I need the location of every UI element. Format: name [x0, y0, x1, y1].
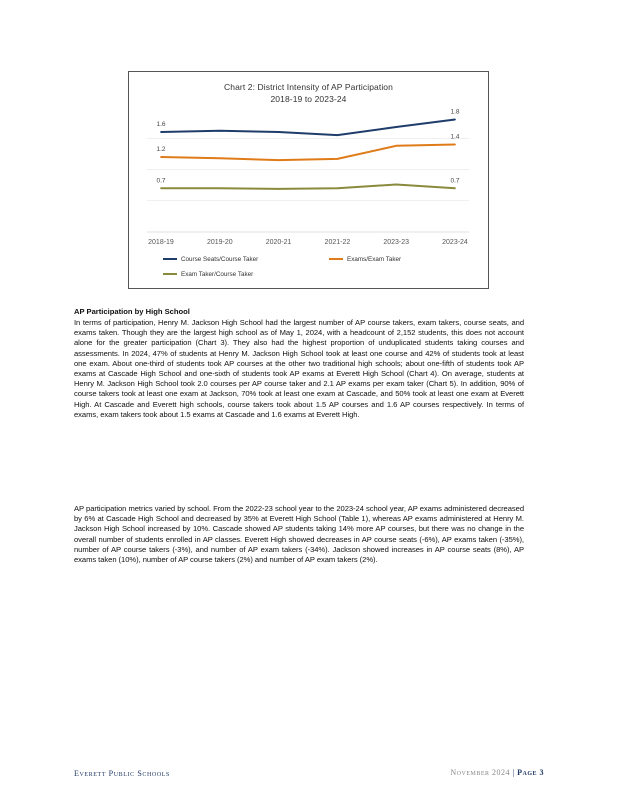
series-2-point	[160, 156, 162, 158]
footer-page-number: Page 3	[517, 768, 544, 777]
footer-organization: Everett Public Schools	[74, 769, 170, 778]
chart-title: Chart 2: District Intensity of AP Participation	[224, 82, 393, 92]
series-1-point	[395, 126, 397, 128]
series-3-point	[219, 187, 221, 189]
x-tick-label: 2020-21	[265, 239, 292, 246]
chart-subtitle: 2018-19 to 2023-24	[270, 94, 347, 104]
series-1-point	[160, 131, 162, 133]
paragraph-participation: In terms of participation, Henry M. Jackson High School had the largest number of AP course takers, exam takers, course seats, and exams taken. Though they are the largest high school as of May 1, 2024, with a headcount of 2,152 students, this does not account alone for the greater participation (Chart 3). They also had the highest proportion of unduplicated students taking courses and assessments. In 2024, 47% of students at Henry M. Jackson High School took at least one course and 42% of students took at least one exam. About one-third of students took AP courses at the other two traditional high schools; about one-fifth of students took AP exams at Cascade High School and one-sixth of students took AP exams at Everett High School (Chart 4). On average, students at Henry M. Jackson High School took 2.0 courses per AP course taker and 2.1 AP exams per exam taker (Chart 5). In addition, 90% of course takers took at least one exam at Jackson, 70% took at least one exam at Cascade, and 50% took at least one exam at Everett High. At Cascade and Everett high schools, course takers took about 1.5 AP courses and 1.6 AP courses respectively. In terms of exams, exam takers took about 1.5 exams at Cascade and 1.6 exams at Everett High.	[74, 318, 524, 419]
series-3-point	[160, 187, 162, 189]
x-tick-label: 2023-23	[383, 239, 410, 246]
footer-date: November 2024	[450, 768, 510, 777]
section-heading: AP Participation by High School	[74, 307, 190, 316]
data-label-start: 1.2	[156, 146, 166, 153]
series-3-point	[454, 187, 456, 189]
series-3-point	[278, 188, 280, 190]
data-label-start: 1.6	[156, 121, 166, 128]
x-tick-label: 2019-20	[206, 239, 233, 246]
footer-page-info	[450, 768, 544, 777]
data-label-end: 1.4	[450, 133, 460, 141]
series-3-point	[395, 184, 397, 186]
series-1-point	[337, 134, 339, 136]
data-label-end: 0.7	[450, 177, 460, 185]
series-2-point	[219, 157, 221, 159]
series-2-point	[454, 144, 456, 146]
series-2-point	[395, 145, 397, 147]
series-1-point	[219, 130, 221, 132]
series-line-1	[161, 120, 455, 136]
series-1-point	[454, 119, 456, 121]
legend-label-3: Exam Taker/Course Taker	[181, 271, 254, 278]
series-line-3	[161, 185, 455, 189]
data-label-start: 0.7	[156, 177, 166, 185]
series-2-point	[278, 159, 280, 161]
x-tick-label: 2021-22	[324, 239, 351, 246]
line-chart	[129, 72, 490, 290]
series-2-point	[337, 158, 339, 160]
x-tick-label: 2018-19	[148, 239, 174, 246]
paragraph-metrics: AP participation metrics varied by school. From the 2022-23 school year to the 2023-24 school year, AP exams administered decreased by 6% at Cascade High School and decreased by 35% at Everett High School (Table 1), whereas AP exams administered at Henry M. Jackson High School increased by 10%. Cascade showed AP students taking 14% more AP courses, but there was no change in the overall number of students enrolled in AP classes. Everett High showed decreases in AP course seats (-6%), AP exams taken (-35%), number of AP course takers (-3%), and number of AP exam takers (-34%). Jackson showed increases in AP course seats (8%), AP exams taken (10%), number of AP course takers (2%) and number of AP exam takers (2%).	[74, 504, 524, 565]
series-3-point	[337, 187, 339, 189]
chart-container	[128, 71, 489, 289]
x-tick-label: 2023-24	[442, 239, 468, 246]
legend-label-2: Exams/Exam Taker	[347, 256, 402, 263]
series-line-2	[161, 145, 455, 161]
data-label-end: 1.8	[450, 108, 460, 116]
legend-label-1: Course Seats/Course Taker	[181, 256, 259, 263]
footer-separator: |	[512, 768, 515, 777]
series-1-point	[278, 131, 280, 133]
